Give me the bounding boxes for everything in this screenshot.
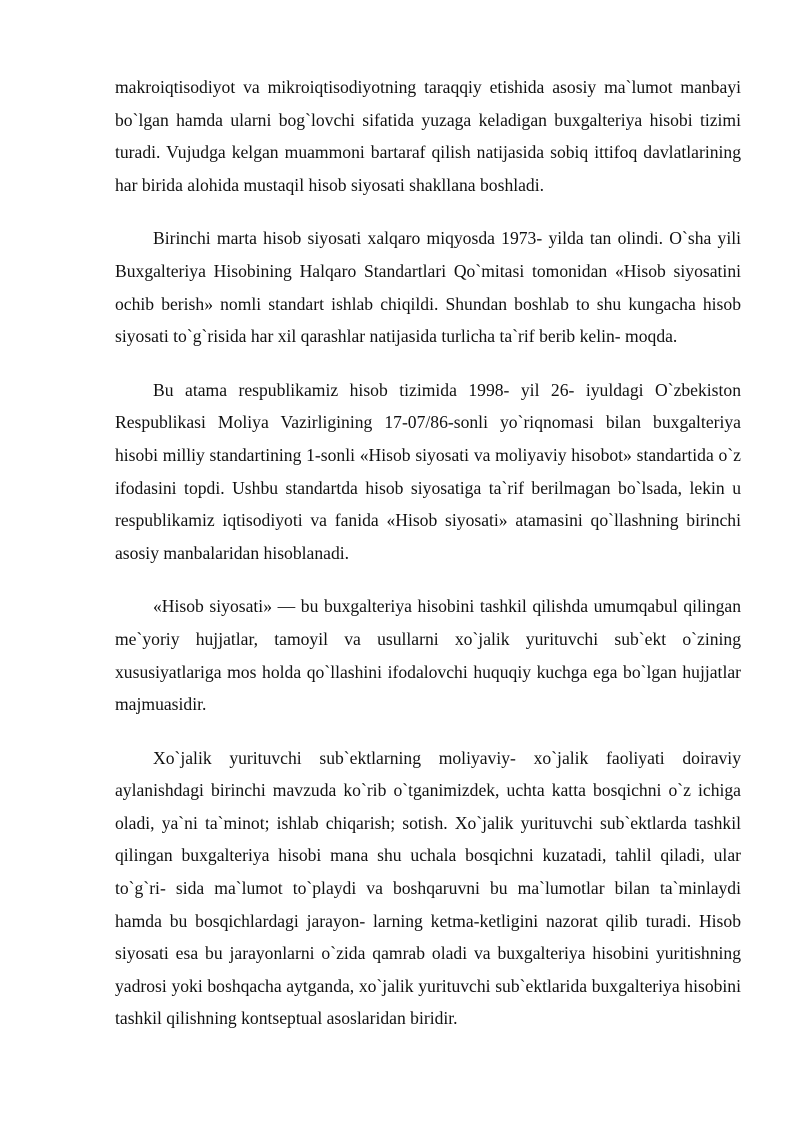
paragraph-definition: «Hisob siyosati» — bu buxgalteriya hisobini tashkil qilishda umumqabul qilingan me`yoriy hujjatlar, tamoyil va usullarni xo`jalik yurituvchi sub`ekt o`zining xususiyatlariga mos holda qo`llashini ifodalovchi huquqiy kuchga ega bo`lgan hujjatlar majmuasidir. (115, 596, 741, 715)
paragraph-business-cycle: Xo`jalik yurituvchi sub`ektlarning moliyaviy- xo`jalik faoliyati doiraviy aylanishdagi birinchi mavzuda ko`rib o`tganimizdek, uchta katta bosqichni o`z ichiga oladi, ya`ni ta`minot; ishlab chiqarish; sotish. Xo`jalik yurituvchi sub`ektlarda tashkil qilingan buxgalteriya hisobi mana shu uchala bosqichni kuzatadi, tahlil qiladi, ular to`g`ri- sida ma`lumot to`playdi va boshqaruvni bu ma`lumotlar bilan ta`minlaydi hamda bu bosqichlardagi jarayon- larning ketma-ketligini nazorat qilib turadi. Hisob siyosati esa bu jarayonlarni o`zida qamrab oladi va buxgalteriya hisobini yuritishning yadrosi yoki boshqacha aytganda, xo`jalik yurituvchi sub`ektlarida buxgalteriya hisobini tashkil qilishning kontseptual asoslaridan biridir. (115, 747, 741, 1029)
paragraph-national-standard: Bu atama respublikamiz hisob tizimida 1998- yil 26- iyuldagi O`zbekiston Respublikasi Moliya Vazirligining 17-07/86-sonli yo`riqnomasi bilan buxgalteriya hisobi milliy standartining 1-sonli «Hisob siyosati va moliyaviy hisobot» standartida o`z ifodasini topdi. Ushbu standartda hisob siyosatiga ta`rif berilmagan bo`lsada, lekin u respublikamiz iqtisodiyoti va fanida «Hisob siyosati» atamasini qo`llashning birinchi asosiy manbalaridan hisoblanadi. (115, 379, 741, 563)
document-page (115, 71, 741, 1056)
paragraph-continuation: makroiqtisodiyot va mikroiqtisodiyotning taraqqiy etishida asosiy ma`lumot manbayi bo`lgan hamda ularni bog`lovchi sifatida yuzaga keladigan buxgalteriya hisobi tizimi turadi. Vujudga kelgan muammoni bartaraf qilish natijasida sobiq ittifoq davlatlarining har birida alohida mustaqil hisob siyosati shakllana boshladi. (115, 77, 741, 195)
paragraph-first-recognition: Birinchi marta hisob siyosati xalqaro miqyosda 1973- yilda tan olindi. O`sha yili Buxgalteriya Hisobining Halqaro Standartlari Qo`mitasi tomonidan «Hisob siyosatini ochib berish» nomli standart ishlab chiqildi. Shundan boshlab to shu kungacha hisob siyosati to`g`risida har xil qarashlar natijasida turlicha ta`rif berib kelin- moqda. (115, 228, 741, 347)
